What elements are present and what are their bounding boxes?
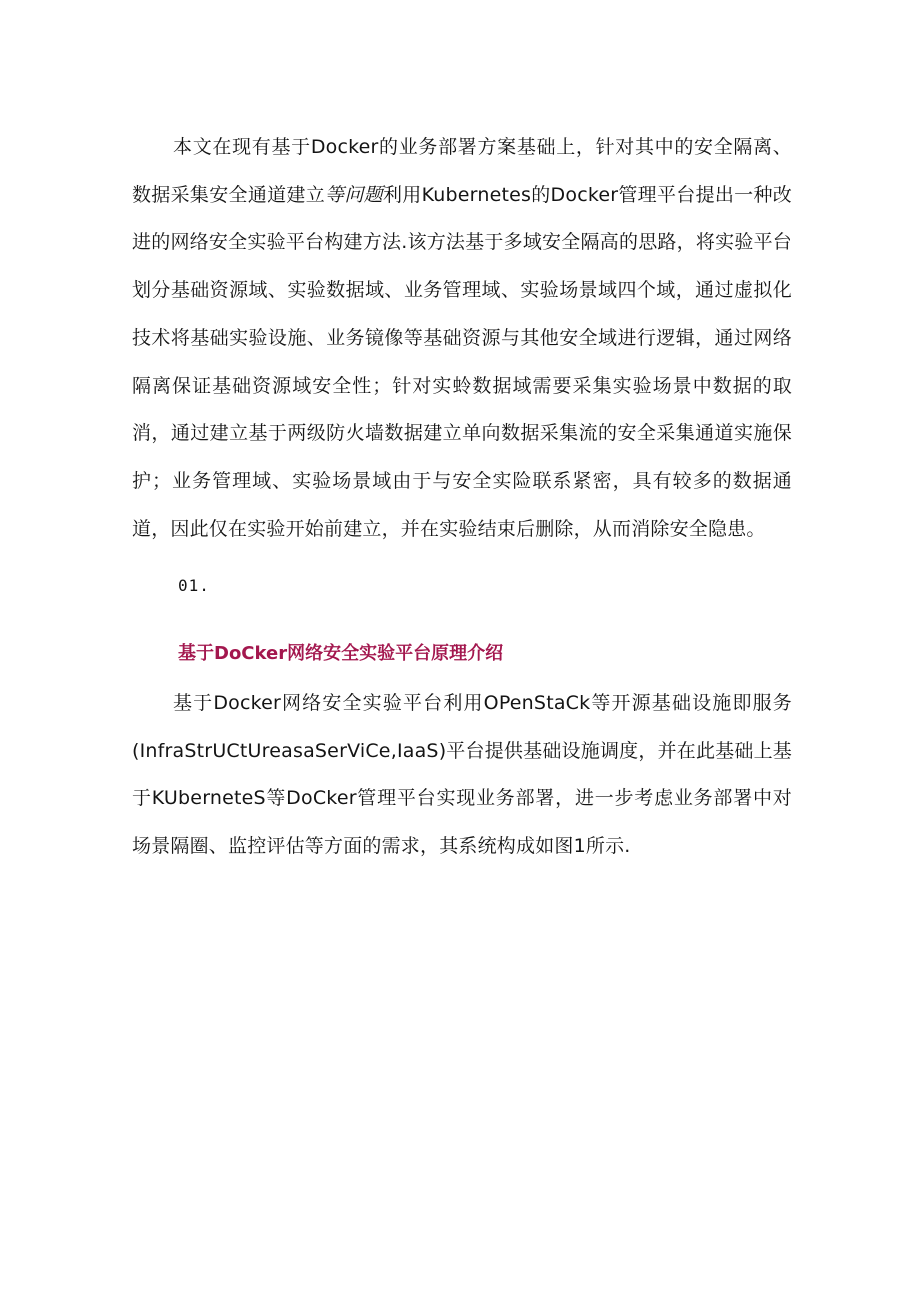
paragraph-text-after-italic: 利用Kubernetes的Docker管理平台提出一种改进的网络安全实验平台构建方法.该方法基于多域安全隔高的思路，将实验平台划分基础资源域、实验数据域、业务管理域、实验场景域四个域，通过虚拟化技术将基础实验设施、业务镜像等基础资源与其他安全域进行逻辑，通过网络隔离保证基础资源域安全性；针对实蛉数据域需要采集实验场景中数据的取消，通过建立基于两级防火墙数据建立单向数据采集流的安全采集通道实施保护；业务管理域、实验场景域由于与安全实险联系紧密，具有较多的数据通道，因此仅在实验开始前建立，并在实验结束后删除，从而消除安全隐患。: [132, 183, 792, 540]
paragraph-text-italic: 等问题: [325, 183, 383, 206]
body-paragraph-principle: 基于Docker网络安全实验平台利用OPenStaCk等开源基础设施即服务(InfraStrUCtUreasaSerViCe,IaaS)平台提供基础设施调度，并在此基础上基于KUberneteS等DoCker管理平台实现业务部署，进一步考虑业务部署中对场景隔圈、监控评估等方面的需求，其系统构成如图1所示.: [132, 692, 792, 858]
section-number: 01.: [178, 576, 210, 595]
body-paragraph-intro: [132, 124, 792, 553]
paragraph-text-before-italic: 本文在现有基于Docker的业务部署方案基础上，针对其中的安全隔离、数据采集安全通道建立: [132, 136, 792, 206]
section-heading: 基于DoCker网络安全实验平台原理介绍: [178, 643, 504, 664]
